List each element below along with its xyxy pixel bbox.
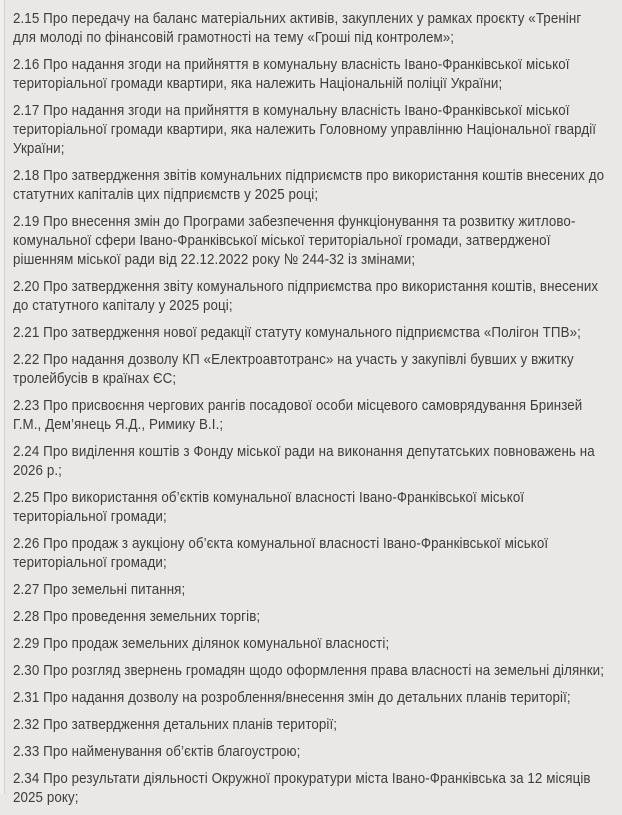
agenda-item-number: 2.15: [13, 10, 40, 27]
agenda-item-text: Про надання дозволу КП «Електроавтотранс» на участь у закупівлі бувших у вжитку тролейбусів в країнах ЄС;: [13, 351, 574, 387]
agenda-item-text: Про земельні питання;: [43, 581, 186, 598]
agenda-item: [13, 688, 608, 707]
agenda-item: [13, 534, 608, 572]
agenda-item-text: Про розгляд звернень громадян щодо оформлення права власності на земельні ділянки;: [43, 662, 605, 679]
agenda-item-text: Про результати діяльності Окружної прокуратури міста Івано-Франківська за 12 місяців 2025 року;: [13, 770, 591, 806]
agenda-item-text: Про проведення земельних торгів;: [43, 608, 261, 625]
agenda-item: [13, 323, 608, 342]
agenda-item-number: 2.23: [13, 397, 40, 414]
agenda-item-text: Про надання згоди на прийняття в комунальну власність Івано-Франківської міської територіальної громади квартири, яка належить Національній поліції України;: [13, 56, 570, 92]
agenda-item-number: 2.34: [13, 770, 40, 787]
agenda-item-number: 2.28: [13, 608, 40, 625]
agenda-item-number: 2.26: [13, 535, 40, 552]
agenda-item-number: 2.27: [13, 581, 40, 598]
agenda-item-number: 2.17: [13, 102, 40, 119]
agenda-item-number: 2.16: [13, 56, 40, 73]
agenda-item-number: 2.31: [13, 689, 40, 706]
agenda-item-number: 2.29: [13, 635, 40, 652]
agenda-item: [13, 715, 608, 734]
agenda-list: [13, 9, 608, 815]
agenda-item-text: Про надання дозволу на розроблення/внесення змін до детальних планів території;: [43, 689, 571, 706]
agenda-item-text: Про надання згоди на прийняття в комунальну власність Івано-Франківської міської територіальної громади квартири, яка належить Головному управлінню Національної гвардії України;: [13, 102, 597, 157]
agenda-item-text: Про присвоєння чергових рангів посадової особи місцевого самоврядування Бринзей Г.М., Дем’янець Я.Д., Римику В.І.;: [13, 397, 583, 433]
agenda-item-number: 2.32: [13, 716, 40, 733]
agenda-item: [13, 442, 608, 480]
agenda-item: [13, 101, 608, 158]
agenda-item-text: Про використання об’єктів комунальної власності Івано-Франківської міської територіальної громади;: [13, 489, 525, 525]
agenda-item-text: Про затвердження звіту комунального підприємства про використання коштів, внесених до статутного капіталу у 2025 році;: [13, 278, 599, 314]
agenda-item-number: 2.20: [13, 278, 40, 295]
agenda-item-text: Про затвердження детальних планів території;: [43, 716, 338, 733]
agenda-item-number: 2.33: [13, 743, 40, 760]
page-left-border: [4, 0, 5, 794]
agenda-item: [13, 212, 608, 269]
agenda-item: [13, 277, 608, 315]
agenda-item: [13, 166, 608, 204]
agenda-item: [13, 55, 608, 93]
agenda-item: [13, 580, 608, 599]
agenda-item-text: Про найменування об’єктів благоустрою;: [43, 743, 301, 760]
agenda-item-text: Про продаж з аукціону об’єкта комунальної власності Івано-Франківської міської територіальної громади;: [13, 535, 549, 571]
agenda-item: [13, 488, 608, 526]
agenda-item-number: 2.19: [13, 213, 40, 230]
agenda-item-number: 2.25: [13, 489, 40, 506]
agenda-item-number: 2.22: [13, 351, 40, 368]
agenda-item-number: 2.21: [13, 324, 40, 341]
agenda-item: [13, 634, 608, 653]
agenda-item-text: Про виділення коштів з Фонду міської ради на виконання депутатських повноважень на 2026 р.;: [13, 443, 595, 479]
agenda-item: [13, 396, 608, 434]
agenda-item-number: 2.24: [13, 443, 40, 460]
agenda-item: [13, 742, 608, 761]
agenda-item-text: Про затвердження нової редакції статуту комунального підприємства «Полігон ТПВ»;: [43, 324, 581, 341]
agenda-item: [13, 9, 608, 47]
agenda-item: [13, 607, 608, 626]
agenda-item-text: Про продаж земельних ділянок комунальної власності;: [43, 635, 390, 652]
agenda-item: [13, 769, 608, 807]
agenda-item: [13, 661, 608, 680]
agenda-item-text: Про затвердження звітів комунальних підприємств про використання коштів внесених до статутних капіталів цих підприємств у 2025 році;: [13, 167, 605, 203]
agenda-item-number: 2.30: [13, 662, 40, 679]
agenda-item: [13, 350, 608, 388]
agenda-item-text: Про передачу на баланс матеріальних активів, закуплених у рамках проєкту «Тренінг для молоді по фінансовій грамотності на тему «Гроші під контролем»;: [13, 10, 582, 46]
agenda-item-text: Про внесення змін до Програми забезпечення функціонування та розвитку житлово-комунальної сфери Івано-Франківської міської територіальної громади, затвердженої рішенням міської ради від 22.12.2022 року № 244-32 із змінами;: [13, 213, 576, 268]
agenda-item-number: 2.18: [13, 167, 40, 184]
